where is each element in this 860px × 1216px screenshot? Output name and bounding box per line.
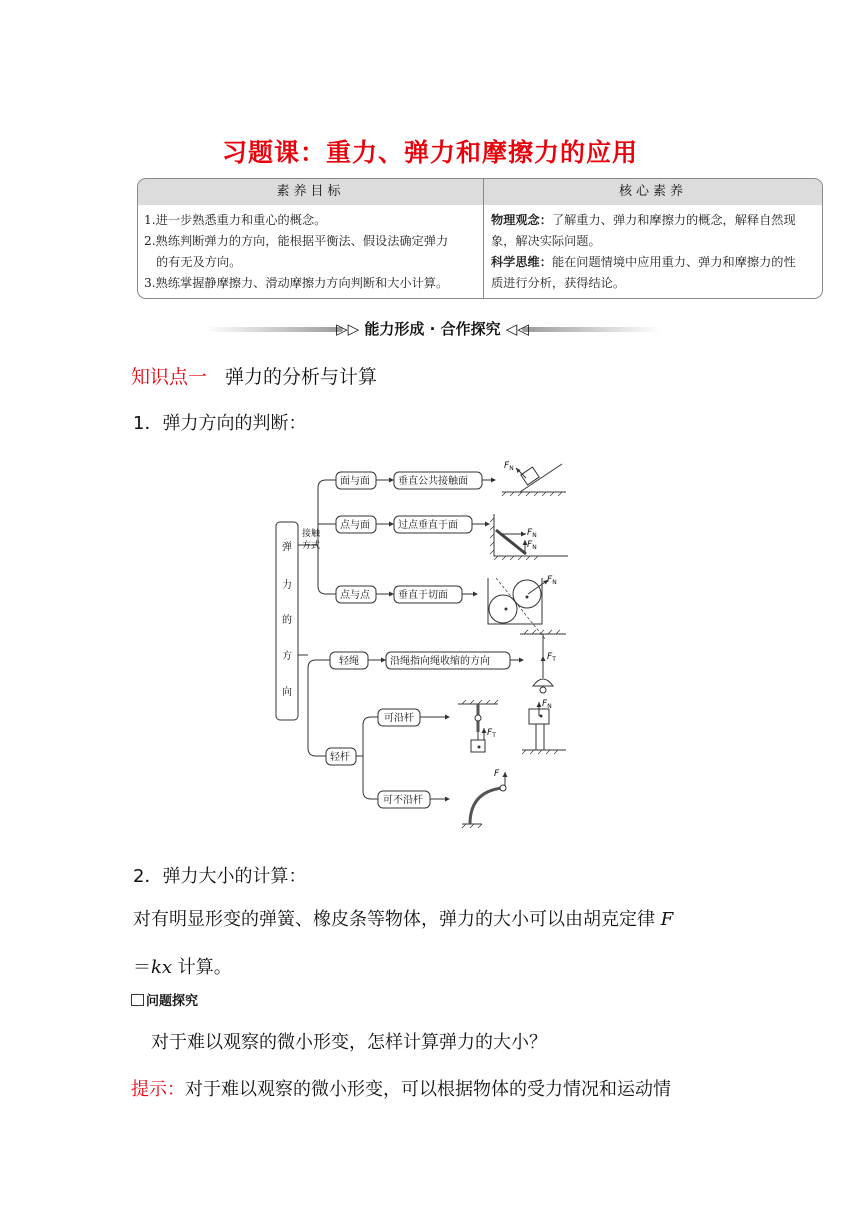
page-title: 习题课：重力、弹力和摩擦力的应用 — [221, 138, 638, 167]
goals-divider — [483, 179, 484, 298]
incline-surface — [520, 464, 562, 492]
paragraph-line-1: 对有明显形变的弹簧、橡皮条等物体，弹力的大小可以由胡克定律 F — [133, 909, 674, 930]
knowledge-point-title: 弹力的分析与计算 — [225, 366, 378, 388]
contact-label-1: 接触 — [302, 529, 321, 539]
force-label: $F_N$ — [547, 575, 557, 586]
goal-item: 的有无及方向。 — [156, 255, 242, 269]
contact-label-2: 方式 — [302, 541, 321, 551]
goal-item: 2.熟练判断弹力的方向，能根据平衡法、假设法确定弹力 — [144, 234, 449, 248]
goal-item: 1.进一步熟悉重力和重心的概念。 — [144, 213, 327, 227]
force-label: $F_T$ — [547, 652, 556, 663]
formula-F: F — [660, 909, 674, 930]
lamp — [533, 679, 553, 686]
root-char: 方 — [282, 651, 292, 662]
root-char: 向 — [282, 687, 292, 698]
core-item-1: 物理观念：了解重力、弹力和摩擦力的概念，解释自然现 — [491, 213, 796, 227]
force-label: $F_T$ — [487, 728, 496, 739]
question-tag: 问题探究 — [131, 990, 198, 1009]
core-item-2-cont: 质进行分析，获得结论。 — [491, 276, 626, 290]
hint-text: 对于难以观察的微小形变，可以根据物体的受力情况和运动情 — [185, 1079, 671, 1100]
paragraph-line-2: ＝kx 计算。 — [133, 957, 232, 978]
root-char: 力 — [282, 580, 292, 591]
branch-rule: 垂直于切面 — [398, 590, 448, 601]
hint-line — [131, 1075, 671, 1101]
root-char: 弹 — [282, 542, 292, 553]
force-label: F — [494, 769, 500, 779]
formula-equals: ＝ — [133, 957, 151, 978]
branch-type: 轻杆 — [330, 752, 350, 763]
section-banner — [205, 318, 660, 340]
force-label: $F_N$ — [542, 699, 552, 710]
goals-left-column — [144, 210, 480, 294]
item-1-heading: 1．弹力方向的判断： — [133, 413, 307, 434]
banner-title: 能力形成 · 合作探究 — [364, 320, 501, 338]
force-label: $F_N$ — [527, 528, 537, 539]
banner-arrow-icon: ▷▷ — [336, 320, 365, 338]
goal-item: 3.熟练掌握静摩擦力、滑动摩擦力方向判断和大小计算。 — [144, 276, 449, 290]
item-2-heading: 2．弹力大小的计算： — [133, 866, 307, 887]
banner-arrow-icon: ◁◁ — [500, 320, 529, 338]
root-char: 的 — [282, 615, 292, 626]
knowledge-point-label: 知识点一 — [131, 366, 208, 388]
force-label: $F_N$ — [527, 540, 537, 551]
core-item-1-cont: 象，解决实际问题。 — [491, 234, 601, 248]
branch-type: 点与点 — [340, 590, 370, 601]
goals-right-header: 核心素养 — [484, 179, 822, 205]
branch-rule: 过点垂直于面 — [398, 520, 458, 531]
goals-table — [137, 178, 823, 299]
branch-type: 可沿杆 — [384, 713, 414, 724]
branch-type: 面与面 — [340, 476, 370, 487]
branch-type: 可不沿杆 — [383, 795, 423, 806]
goals-right-column — [491, 210, 819, 294]
branch-type: 点与面 — [340, 520, 370, 531]
knowledge-point-heading — [131, 362, 377, 389]
core-item-2: 科学思维：能在问题情境中应用重力、弹力和摩擦力的性 — [491, 255, 796, 269]
branch-rule: 沿绳指向绳收缩的方向 — [390, 656, 490, 667]
force-label: $F_N$ — [504, 461, 514, 472]
hint-label: 提示： — [131, 1079, 185, 1100]
goals-left-header: 素养目标 — [138, 179, 483, 205]
formula-kx: kx — [151, 957, 173, 978]
question-text: 对于难以观察的微小形变，怎样计算弹力的大小？ — [151, 1032, 547, 1053]
question-box-icon — [131, 994, 144, 1006]
elastic-force-direction-diagram — [270, 450, 570, 834]
branch-type: 轻绳 — [339, 656, 359, 667]
sphere — [513, 580, 541, 608]
branch-rule: 垂直公共接触面 — [398, 476, 468, 487]
